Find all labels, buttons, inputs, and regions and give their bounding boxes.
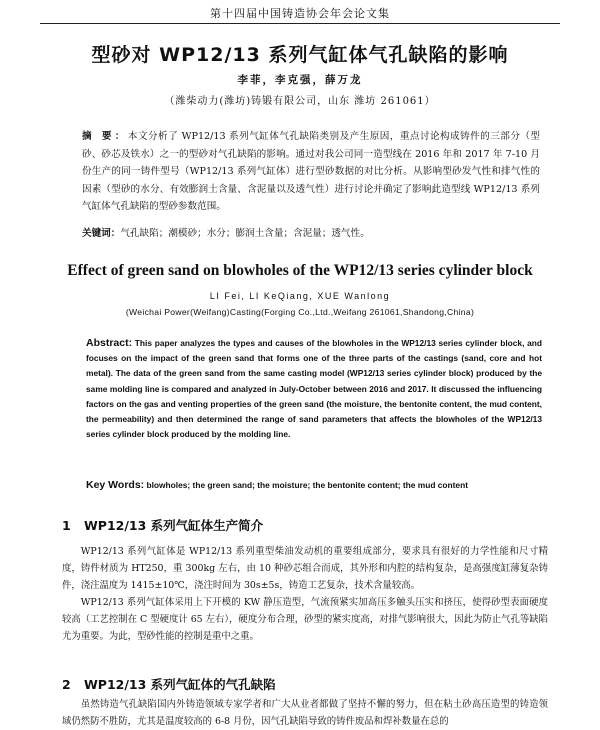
paper-title-cn: 型砂对 WP12/13 系列气缸体气孔缺陷的影响 xyxy=(91,44,509,66)
keywords-text-en: blowholes; the green sand; the moisture; the bentonite content; the mud content xyxy=(146,480,468,490)
abstract-en xyxy=(86,336,542,442)
section-body-2 xyxy=(62,696,548,730)
keywords-text-cn: 气孔缺陷；潮模砂；水分；膨润土含量；含泥量；透气性。 xyxy=(120,228,370,239)
paragraph: 虽然铸造气孔缺陷国内外铸造领域专家学者和广大从业者都做了坚持不懈的努力，但在粘土砂高压造型的铸造领域仍然防不胜防，尤其是温度较高的 6-8 月份，因气孔缺陷导致的铸件废品和焊补数量在总的 xyxy=(62,699,548,727)
abstract-cn xyxy=(82,128,540,216)
paragraph: WP12/13 系列气缸体是 WP12/13 系列重型柴油发动机的重要组成部分，要求具有很好的力学性能和尺寸精度，铸件材质为 HT250，重 300kg 左右，由 10 种砂芯组合而成，其外形和内腔的结构复杂，是高强度缸薄复杂铸件，浇注温度为 1415±10℃，浇注时间为 30s±5s，铸造工艺复杂，技术含量较高。 xyxy=(62,546,548,591)
affiliation-en: (Weichai Power(Weifang)Casting(Forging Co.,Ltd.,Weifang 261061,Shandong,China) xyxy=(125,307,475,317)
section-title: WP12/13 系列气缸体的气孔缺陷 xyxy=(84,677,276,692)
section-heading-1 xyxy=(62,516,263,534)
keywords-en xyxy=(86,478,542,492)
section-number: 1 xyxy=(62,518,71,533)
abstract-text-en: This paper analyzes the types and causes of the blowholes in the WP12/13 series cylinder block, and focuses on the impact of the green sand that forms one of the three parts of the castings (sand, core and hot metal). The data of the green sand from the same casting model (WP12/13 series cylinder block) produced by the same molding line is compared and analyzed in July-October between 2016 and 2017. It discussed the influencing factors on the gas and venting properties of the green sand (the moisture, the bentonite content, the mud content, the permeability) and then determined the range of sand parameters that affects the blowholes of the WP12/13 series cylinder block produced by the molding line. xyxy=(86,338,542,440)
authors-cn: 李菲，李克强，薛万龙 xyxy=(237,74,363,86)
section-number: 2 xyxy=(62,677,71,692)
paragraph: WP12/13 系列气缸体采用上下开模的 KW 静压造型，气流预紧实加高压多触头压实和挤压，使得砂型表面硬度较高（工艺控制在 C 型硬度计 65 左右），硬度分布合理，砂型的紧实度高，对排气影响很大，因此为防止气孔等缺陷尤为重要。为此，型砂性能的控制是重中之重。 xyxy=(62,597,548,642)
keywords-label-en: Key Words: xyxy=(86,479,145,491)
keywords-cn xyxy=(82,226,540,242)
authors-en: LI Fei, LI KeQiang, XUE Wanlong xyxy=(209,291,391,301)
keywords-label-cn: 关键词： xyxy=(82,228,121,239)
paper-title-en: Effect of green sand on blowholes of the WP12/13 series cylinder block xyxy=(67,262,533,279)
abstract-label-cn: 摘 要： xyxy=(82,131,128,142)
section-title: WP12/13 系列气缸体生产简介 xyxy=(84,518,264,533)
affiliation-cn: （潍柴动力(潍坊)铸锻有限公司，山东 潍坊 261061） xyxy=(164,96,436,107)
section-heading-2 xyxy=(62,675,276,693)
abstract-text-cn: 本文分析了 WP12/13 系列气缸体气孔缺陷类别及产生原因，重点讨论构成铸件的三部分（型砂、砂芯及铁水）之一的型砂对气孔缺陷的影响。通过对我公司同一造型线在 2016 年和 2017 年 7-10 月份生产的同一铸件型号（WP12/13 系列气缸体）进行型砂数据的对比分析。从影响型砂发气性和排气性的因素（型砂的水分、有效膨润土含量、含泥量以及透气性）进行讨论并确定了影响此造型线 WP12/13 系列气缸体气孔缺陷的型砂参数范围。 xyxy=(82,131,540,212)
section-body-1 xyxy=(62,543,548,645)
abstract-label-en: Abstract: xyxy=(86,337,133,349)
running-header: 第十四届中国铸造协会年会论文集 xyxy=(40,6,560,24)
